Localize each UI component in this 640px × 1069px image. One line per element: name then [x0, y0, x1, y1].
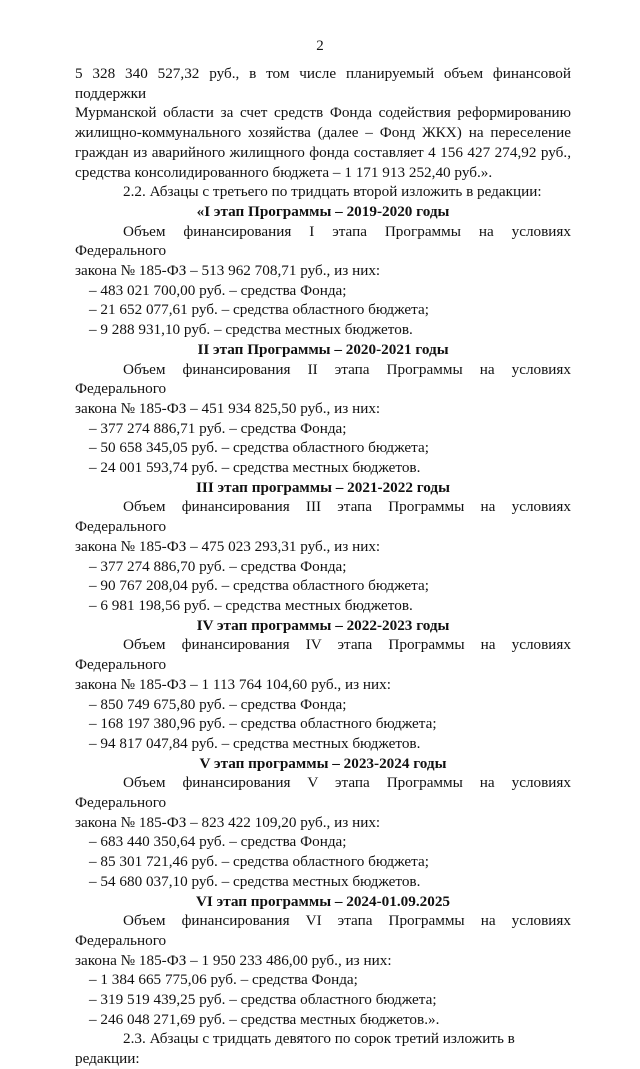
stage-heading: VI этап программы – 2024-01.09.2025	[195, 892, 451, 910]
dash-marker: –	[89, 321, 97, 339]
dash-marker: –	[89, 577, 97, 595]
dash-marker: –	[89, 853, 97, 871]
dash-marker: –	[89, 596, 97, 614]
funding-source-text: 9 288 931,10 руб. – средства местных бюджетов.	[100, 321, 413, 339]
dash-marker: –	[89, 695, 97, 713]
funding-source-item	[75, 438, 571, 458]
dash-marker: –	[89, 872, 97, 890]
dash-marker: –	[89, 734, 97, 752]
document-body	[75, 64, 571, 1069]
funding-source-item	[75, 970, 571, 990]
stage-heading: II этап Программы – 2020-2021 годы	[197, 340, 449, 358]
dash-marker: –	[89, 557, 97, 575]
stage-funding-total: закона № 185-ФЗ – 1 113 764 104,60 руб., из них:	[75, 675, 391, 693]
intro-line-last: средства консолидированного бюджета – 1 171 913 252,40 руб.».	[75, 163, 493, 181]
paragraph-2-2: 2.2. Абзацы с третьего по тридцать второй изложить в редакции:	[123, 183, 542, 201]
stage-funding-line: Объем финансирования VI этапа Программы на условиях Федерального	[75, 912, 571, 949]
funding-source-item	[75, 990, 571, 1010]
funding-source-item	[75, 872, 571, 892]
funding-source-text: 850 749 675,80 руб. – средства Фонда;	[100, 695, 347, 713]
intro-line: граждан из аварийного жилищного фонда составляет 4 156 427 274,92 руб.,	[75, 143, 571, 161]
dash-marker: –	[89, 281, 97, 299]
funding-source-text: 246 048 271,69 руб. – средства местных бюджетов.».	[100, 1010, 440, 1028]
stage-funding-line: Объем финансирования III этапа Программы на условиях Федерального	[75, 498, 571, 536]
dash-marker: –	[89, 833, 97, 851]
stage-funding-line: Объем финансирования IV этапа Программы на условиях Федерального	[75, 636, 571, 674]
funding-source-text: 21 652 077,61 руб. – средства областного бюджета;	[100, 301, 429, 319]
funding-source-item	[75, 281, 571, 301]
stage-funding-total: закона № 185-ФЗ – 451 934 825,50 руб., из них:	[75, 399, 381, 417]
funding-source-text: 24 001 593,74 руб. – средства местных бюджетов.	[100, 459, 421, 477]
stage-block	[75, 478, 571, 616]
stage-block	[75, 754, 571, 892]
funding-source-text: 50 658 345,05 руб. – средства областного бюджета;	[100, 439, 429, 457]
stages-list	[75, 202, 571, 1030]
funding-source-item	[75, 320, 571, 340]
dash-marker: –	[89, 715, 97, 733]
page-number: 2	[316, 38, 324, 54]
dash-marker: –	[89, 991, 97, 1009]
dash-marker: –	[89, 1010, 97, 1028]
funding-source-text: 1 384 665 775,06 руб. – средства Фонда;	[100, 971, 358, 989]
stage-block	[75, 616, 571, 754]
dash-marker: –	[89, 459, 97, 477]
dash-marker: –	[89, 971, 97, 989]
funding-source-text: 483 021 700,00 руб. – средства Фонда;	[100, 281, 347, 299]
funding-source-item	[75, 576, 571, 596]
stage-funding-line: Объем финансирования V этапа Программы на условиях Федерального	[75, 774, 571, 812]
stage-funding-total: закона № 185-ФЗ – 475 023 293,31 руб., из них:	[75, 537, 381, 555]
funding-source-text: 6 981 198,56 руб. – средства местных бюджетов.	[100, 596, 413, 614]
funding-source-text: 377 274 886,71 руб. – средства Фонда;	[100, 419, 347, 437]
funding-source-item	[75, 419, 571, 439]
funding-source-item	[75, 300, 571, 320]
funding-source-item	[75, 734, 571, 754]
funding-source-item	[75, 1010, 571, 1030]
funding-source-item	[75, 596, 571, 616]
dash-marker: –	[89, 419, 97, 437]
funding-source-text: 85 301 721,46 руб. – средства областного бюджета;	[100, 853, 429, 871]
stage-funding-line: Объем финансирования II этапа Программы на условиях Федерального	[75, 360, 571, 398]
funding-source-text: 377 274 886,70 руб. – средства Фонда;	[100, 557, 347, 575]
stage-funding-total: закона № 185-ФЗ – 823 422 109,20 руб., из них:	[75, 813, 381, 831]
funding-source-item	[75, 832, 571, 852]
dash-marker: –	[89, 301, 97, 319]
stage-heading: «I этап Программы – 2019-2020 годы	[196, 202, 450, 220]
intro-line: Мурманской области за счет средств Фонда содействия реформированию	[75, 104, 571, 122]
funding-source-text: 94 817 047,84 руб. – средства местных бюджетов.	[100, 734, 421, 752]
intro-line: 5 328 340 527,32 руб., в том числе планируемый объем финансовой поддержки	[75, 65, 571, 102]
funding-source-item	[75, 852, 571, 872]
funding-source-item	[75, 695, 571, 715]
paragraph-2-3: 2.3. Абзацы с тридцать девятого по сорок третий изложить в редакции:	[75, 1030, 515, 1068]
stage-heading: IV этап программы – 2022-2023 годы	[196, 616, 450, 634]
funding-source-text: 54 680 037,10 руб. – средства местных бюджетов.	[100, 872, 421, 890]
stage-block	[75, 340, 571, 478]
stage-block	[75, 892, 571, 1030]
funding-source-item	[75, 714, 571, 734]
dash-marker: –	[89, 439, 97, 457]
funding-source-item	[75, 557, 571, 577]
stage-heading: V этап программы – 2023-2024 годы	[199, 754, 447, 772]
funding-source-text: 683 440 350,64 руб. – средства Фонда;	[100, 833, 347, 851]
funding-source-text: 90 767 208,04 руб. – средства областного бюджета;	[100, 577, 429, 595]
funding-source-text: 168 197 380,96 руб. – средства областного бюджета;	[100, 715, 437, 733]
stage-heading: III этап программы – 2021-2022 годы	[196, 478, 450, 496]
stage-funding-total: закона № 185-ФЗ – 1 950 233 486,00 руб., из них:	[75, 951, 392, 969]
stage-funding-total: закона № 185-ФЗ – 513 962 708,71 руб., из них:	[75, 262, 381, 280]
intro-line: жилищно-коммунального хозяйства (далее – Фонд ЖКХ) на переселение	[75, 124, 571, 142]
stage-block	[75, 202, 571, 340]
funding-source-item	[75, 458, 571, 478]
stage-funding-line: Объем финансирования I этапа Программы на условиях Федерального	[75, 222, 571, 260]
funding-source-text: 319 519 439,25 руб. – средства областного бюджета;	[100, 991, 437, 1009]
